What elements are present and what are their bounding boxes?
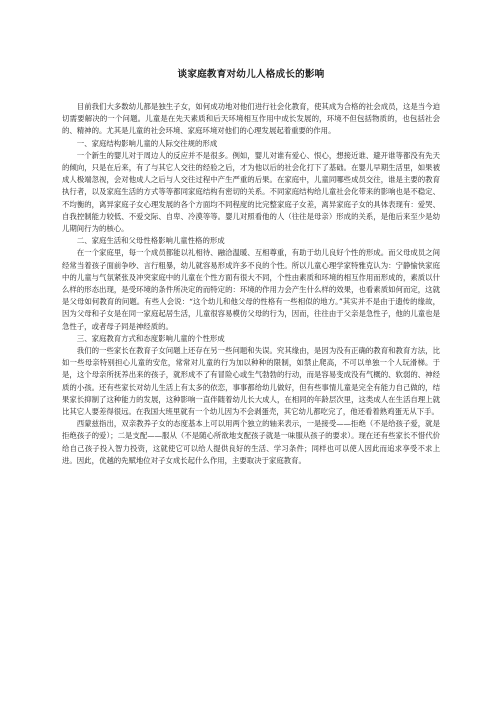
document-body bbox=[62, 101, 440, 467]
paragraph-section-3: 我们的一些家长在教育子女问题上还存在另一些问题和失误。究其缘由，是因为没有正确的教育和教育方法，比如一些母亲特别担心儿童的安危，常常对儿童的行为加以种种的限制，如禁止爬高，不可以单独一个人玩滑梯。于是，这个母亲所抚养出来的孩子，就形成不了有冒险心或生气勃勃的行动，而是容易变成没有气概的、软弱的、神经质的小孩。还有些家长对幼儿生活上有太多的依恋，事事都给幼儿做好，但有些事情儿童是完全有能力自己做的，结果家长抑制了这种能力的发展，这种影响一直伴随着幼儿长大成人，在相同的年龄层次里，这类成人在生活自理上就比其它人要差得很远。在我国大班里就有一个幼儿因为不会剥蛋壳，其它幼儿都吃完了，他还看着熟鸡蛋无从下手。 bbox=[62, 346, 440, 417]
paragraph-section-2: 在一个家庭里，每一个成员都能以礼相待、融洽温暖、互相尊重，有助于幼儿良好个性的形成。而父母成员之间经常当着孩子面前争吵、言行粗暴，幼儿就容易形成许多不良的个性。所以儿童心理学家特雅克认为：宁静愉快家庭中的儿童与气氛紧张及冲突家庭中的儿童在个性方面有很大不同，个性由素质和环境的相互作用而形成的，素质以什么样的形态出现，是受环境的条件所决定的而特定的：环境的作用力会产生什么样的效果，也看素质如何而定，这就是父母如何教育的问题。有些人会说：“这个幼儿和他父母的性格有一些相似的地方。”其实并不是由于遗传的缘故，因为父母和子女是在同一家庭起居生活，儿童很容易模仿父母的行为，因而，往往由于父亲是急性子，他的儿童也是急性子，或者母子同是神经质的。 bbox=[62, 248, 440, 331]
section-heading-1: 一、家庭结构影响儿童的人际交往规的形成 bbox=[76, 138, 218, 148]
paragraph-section-1: 一个新生的婴儿对于周边人的反应并不是很多。例如，婴儿对谁有爱心、恨心，想接近谁、避开谁等都没有先天的倾向，只是在后来，有了与其它人交往的经验之后，才为他以后的社会化打下了基础。在婴儿早期生活里，如果被成人极端忽视，会对他成人之后与人交往过程中产生严重的后果。在家庭中，儿童同哪些成员交往，谁是主要的教育执行者，以及家庭生活的方式等等都同家庭结构有密切的关系。不同家庭结构给儿童社会化带来的影响也是不稳定、不均衡的，离异家庭子女心理发展的各个方面均不同程度的比完整家庭子女差，离异家庭子女的具体表现有：爱哭、自我控制能力较低、不爱交际、自卑、冷漠等等。婴儿对照看他的人（往往是母亲）形成的关系，是他后来至少是幼儿期间行为的核心。 bbox=[62, 150, 440, 234]
paragraph-intro: 目前我们大多数幼儿都是独生子女，如何成功地对他们进行社会化教育，使其成为合格的社会成员，这是当今迫切需要解决的一个问题。儿童是在先天素质和后天环境相互作用中成长发展的，环境不但包括物质的，也包括社会的、精神的。尤其是儿童的社会环境、家庭环境对他们的心理发展起着重要的作用。 bbox=[62, 102, 440, 136]
section-heading-3: 三、家庭教育方式和态度影响儿童的个性形成 bbox=[76, 333, 225, 343]
paragraph-closing: 西蒙兹指出，双亲教养子女的态度基本上可以用两个独立的轴来表示，一是接受——拒绝（不是给孩子爱，就是拒绝孩子的爱）；二是支配——服从（不是随心所欲地支配孩子就是一味服从孩子的要求）。现在还有些家长不惜代价给自己孩子投入智力投资，这就使它可以给人提供良好的生活、学习条件；同样也可以使人因此而追求享受不求上进。因此，优越的先赋地位对子女成长起什么作用，主要取决于家庭教育。 bbox=[62, 419, 440, 465]
document-title: 谈家庭教育对幼儿人格成长的影响 bbox=[177, 69, 325, 80]
section-heading-2: 二、家庭生活和父母性格影响儿童性格的形成 bbox=[76, 236, 225, 246]
